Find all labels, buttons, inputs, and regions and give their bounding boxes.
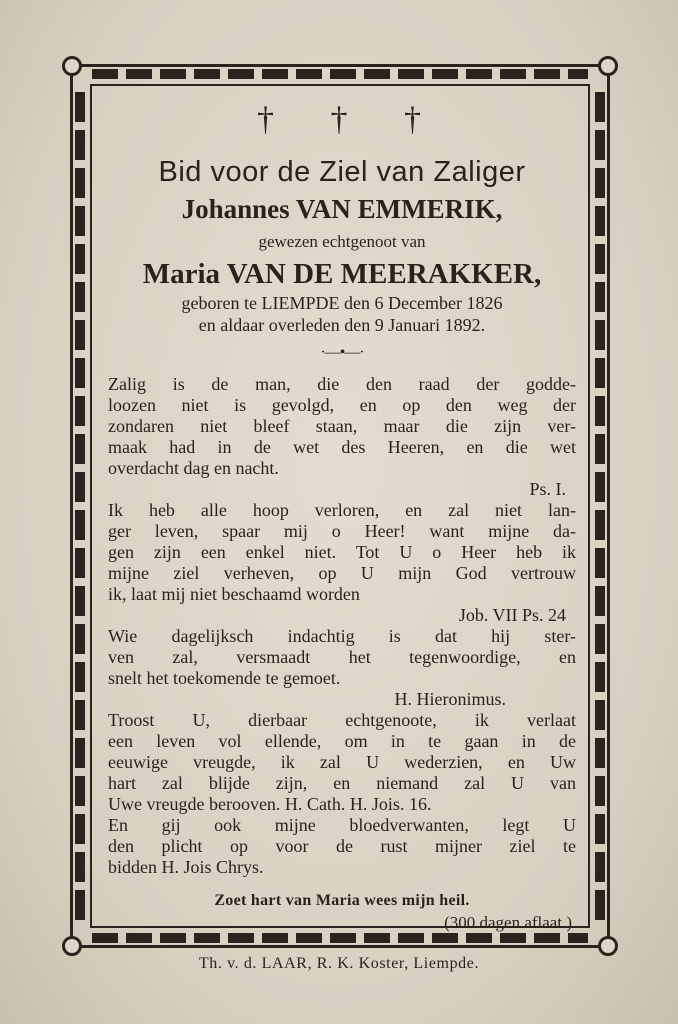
ornament-divider: ·—•—· bbox=[320, 344, 364, 361]
ornament-band-bottom bbox=[92, 933, 588, 943]
verse-source: Ps. I. bbox=[529, 479, 566, 499]
verse-line: een leven vol ellende, om in te gaan in de bbox=[108, 731, 576, 751]
printer-credit: Th. v. d. LAAR, R. K. Koster, Liempde. bbox=[198, 955, 480, 972]
verse-line: En gij ook mijne bloedverwanten, legt U bbox=[108, 815, 576, 835]
verse-block bbox=[108, 710, 576, 815]
verse-block bbox=[108, 374, 576, 479]
relation-text: gewezen echtgenoot van bbox=[258, 232, 426, 251]
verse-line: ik, laat mij niet beschaamd worden bbox=[108, 584, 360, 604]
ornament-band-top bbox=[92, 69, 588, 79]
verse-line: Zalig is de man, die den raad der godde- bbox=[108, 374, 576, 394]
verse-block bbox=[108, 500, 576, 605]
corner-ornament-top-left bbox=[62, 56, 82, 76]
prayer-request: Bid voor de Ziel van Zaliger bbox=[158, 156, 526, 188]
verse-line: eeuwige vreugde, ik zal U wederzien, en Uw bbox=[108, 752, 576, 772]
verse-line: gen zijn een enkel niet. Tot U o Heer heb ik bbox=[108, 542, 576, 562]
closing-prayer: Zoet hart van Maria wees mijn heil. bbox=[214, 892, 470, 909]
verse-line: bidden H. Jois Chrys. bbox=[108, 857, 264, 877]
verse-block bbox=[108, 815, 576, 878]
verse-line: zondaren niet bleef staan, maar die zijn ver- bbox=[108, 416, 576, 436]
ornament-band-right bbox=[595, 92, 605, 924]
corner-ornament-bottom-right bbox=[598, 936, 618, 956]
spouse-name: Maria VAN DE MEERAKKER, bbox=[142, 258, 542, 290]
indulgence-note: (300 dagen aflaat.) bbox=[444, 913, 572, 932]
ornament-band-left bbox=[75, 92, 85, 924]
verse-block bbox=[108, 626, 576, 689]
verse-line: Ik heb alle hoop verloren, en zal niet lan- bbox=[108, 500, 576, 520]
deceased-name: Johannes VAN EMMERIK, bbox=[181, 194, 503, 224]
verses bbox=[108, 374, 576, 878]
crosses-icon: † † † bbox=[257, 101, 445, 138]
verse-source: Job. VII Ps. 24 bbox=[458, 605, 566, 625]
verse-line: Wie dagelijksch indachtig is dat hij ster- bbox=[108, 626, 576, 646]
verse-line: ger leven, spaar mij o Heer! want mijne da- bbox=[108, 521, 576, 541]
verse-source: H. Hieronimus. bbox=[394, 689, 506, 709]
verse-line: maak had in de wet des Heeren, en die wet bbox=[108, 437, 576, 457]
verse-line: Uwe vreugde berooven. H. Cath. H. Jois. 16. bbox=[108, 794, 432, 814]
verse-line: ven zal, versmaadt het tegenwoordige, en bbox=[108, 647, 576, 667]
verse-line: hart zal blijde zijn, en niemand zal U van bbox=[108, 773, 576, 793]
verse-line: overdacht dag en nacht. bbox=[108, 458, 279, 478]
corner-ornament-top-right bbox=[598, 56, 618, 76]
verse-line: den plicht op voor de rust mijner ziel te bbox=[108, 836, 576, 856]
verse-line: Troost U, dierbaar echtgenoote, ik verlaat bbox=[108, 710, 576, 730]
death-line: en aldaar overleden den 9 Januari 1892. bbox=[198, 315, 486, 335]
verse-line: mijne ziel verheven, op U mijn God vertrouw bbox=[108, 563, 576, 583]
verse-line: loozen niet is gevolgd, en op den weg der bbox=[108, 395, 576, 415]
birth-line: geboren te LIEMPDE den 6 December 1826 bbox=[181, 293, 503, 313]
corner-ornament-bottom-left bbox=[62, 936, 82, 956]
verse-line: snelt het toekomende te gemoet. bbox=[108, 668, 341, 688]
card-content bbox=[108, 100, 576, 934]
